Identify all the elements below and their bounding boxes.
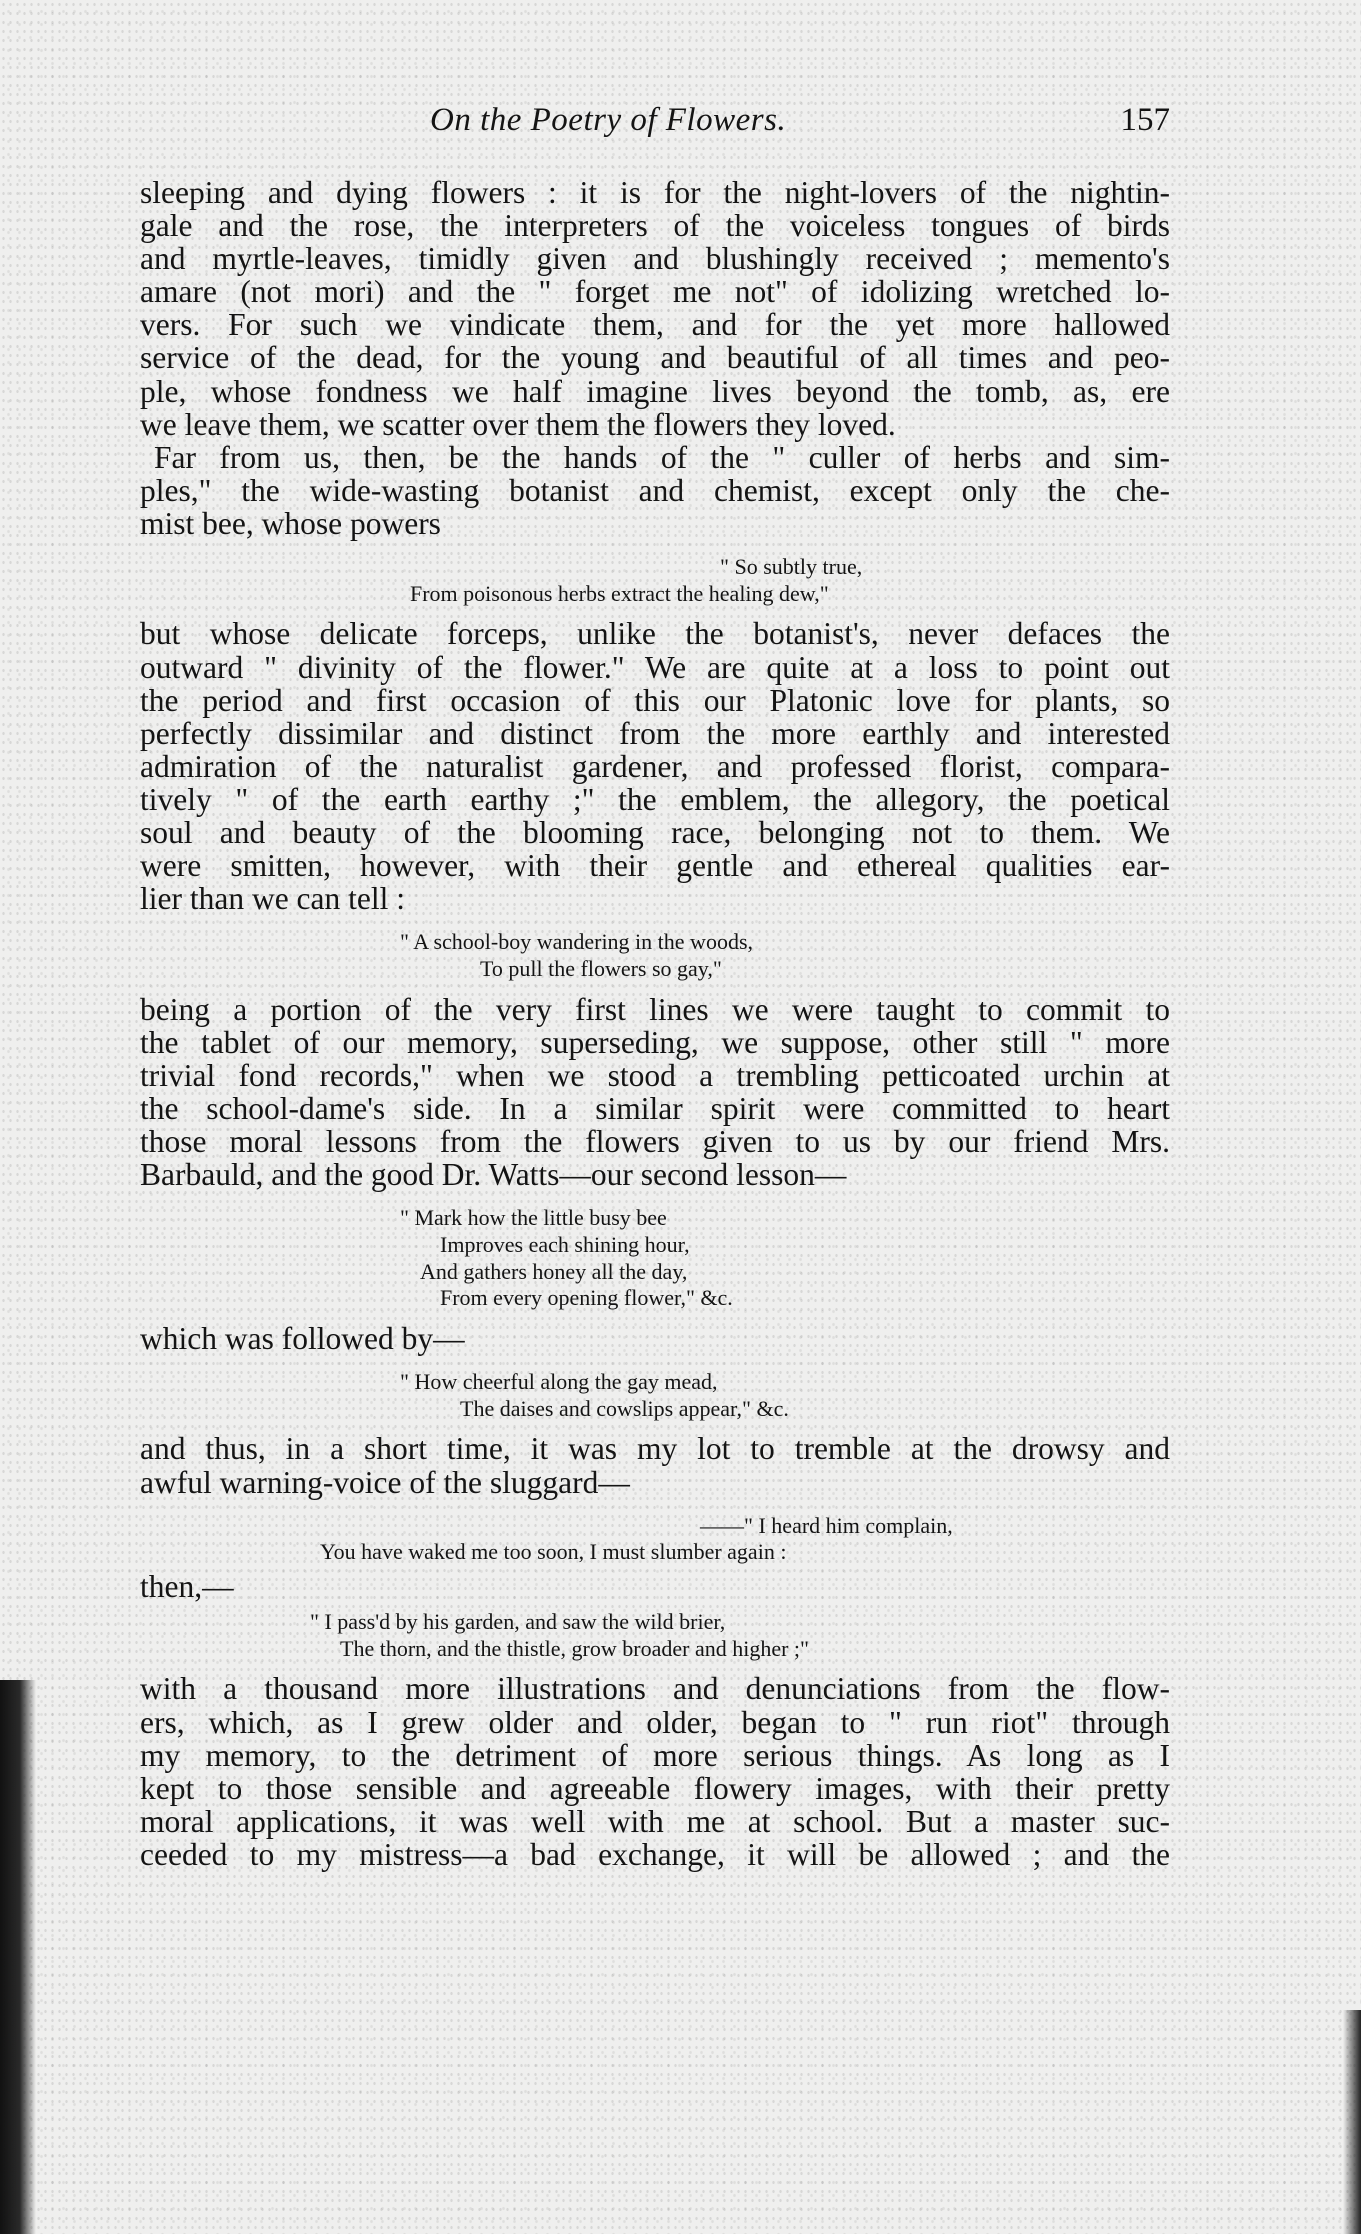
verse-line: " I pass'd by his garden, and saw the wild brier, xyxy=(310,1609,726,1635)
verse-line: The thorn, and the thistle, grow broader and higher ;" xyxy=(340,1635,810,1661)
text-line: vers. For such we vindicate them, and for the yet more hallowed xyxy=(140,307,1170,343)
text-line: awful warning-voice of the sluggard— xyxy=(140,1464,630,1500)
text-line: were smitten, however, with their gentle and ethereal qualities ear- xyxy=(140,848,1170,884)
verse-line: From poisonous herbs extract the healing dew," xyxy=(410,580,829,606)
verse-line: To pull the flowers so gay," xyxy=(480,955,722,981)
page-number: 157 xyxy=(1120,102,1170,138)
text-line: perfectly dissimilar and distinct from the more earthly and interested xyxy=(140,715,1170,751)
text-line: then,— xyxy=(140,1568,234,1604)
page-body xyxy=(140,176,1170,1871)
verse-line: From every opening flower," &c. xyxy=(440,1285,733,1311)
text-line: service of the dead, for the young and beautiful of all times and peo- xyxy=(140,340,1170,376)
text-line: with a thousand more illustrations and denunciations from the flow- xyxy=(140,1671,1170,1707)
text-line: outward " divinity of the flower." We are quite at a loss to point out xyxy=(140,649,1170,685)
text-line: gale and the rose, the interpreters of the voiceless tongues of birds xyxy=(140,208,1170,244)
verse-line: ——" I heard him complain, xyxy=(700,1512,953,1538)
scan-edge-shadow xyxy=(1343,2010,1361,2234)
text-line: but whose delicate forceps, unlike the botanist's, never defaces the xyxy=(140,616,1170,652)
running-head: On the Poetry of Flowers. xyxy=(430,102,787,138)
text-line: we leave them, we scatter over them the flowers they loved. xyxy=(140,406,896,442)
text-line: which was followed by— xyxy=(140,1320,465,1356)
text-line: and myrtle-leaves, timidly given and blushingly received ; memento's xyxy=(140,241,1170,277)
text-line: the period and first occasion of this our Platonic love for plants, so xyxy=(140,682,1170,718)
text-line: kept to those sensible and agreeable flowery images, with their pretty xyxy=(140,1770,1170,1806)
text-line: mist bee, whose powers xyxy=(140,505,441,541)
text-line: ceeded to my mistress—a bad exchange, it will be allowed ; and the xyxy=(140,1836,1170,1872)
text-line: those moral lessons from the flowers given to us by our friend Mrs. xyxy=(140,1124,1170,1159)
page-header xyxy=(140,102,1170,152)
text-line: admiration of the naturalist gardener, and professed florist, compara- xyxy=(140,748,1170,784)
text-line: lier than we can tell : xyxy=(140,881,406,917)
text-line: ers, which, as I grew older and older, began to " run riot" through xyxy=(140,1704,1170,1740)
text-line: tively " of the earth earthy ;" the emblem, the allegory, the poetical xyxy=(140,781,1170,817)
verse-line: " So subtly true, xyxy=(720,554,863,580)
text-line: being a portion of the very first lines we were taught to commit to xyxy=(140,991,1170,1027)
verse-line: And gathers honey all the day, xyxy=(420,1258,688,1284)
verse-line: " A school-boy wandering in the woods, xyxy=(400,929,753,955)
text-line: ples," the wide-wasting botanist and chemist, except only the che- xyxy=(140,472,1170,508)
text-line: Far from us, then, be the hands of the " culler of herbs and sim- xyxy=(154,439,1170,475)
text-line: the tablet of our memory, superseding, we suppose, other still " more xyxy=(140,1024,1170,1060)
scan-edge-shadow xyxy=(0,1680,36,2234)
text-line: sleeping and dying flowers : it is for the night-lovers of the nightin- xyxy=(140,175,1170,210)
text-line: soul and beauty of the blooming race, belonging not to them. We xyxy=(140,814,1170,850)
text-line: ple, whose fondness we half imagine lives beyond the tomb, as, ere xyxy=(140,373,1170,409)
text-line: and thus, in a short time, it was my lot to tremble at the drowsy and xyxy=(140,1431,1170,1467)
verse-line: The daises and cowslips appear," &c. xyxy=(460,1395,789,1421)
text-line: Barbauld, and the good Dr. Watts—our second lesson— xyxy=(140,1157,847,1193)
verse-line: " Mark how the little busy bee xyxy=(400,1205,667,1231)
text-line: moral applications, it was well with me at school. But a master suc- xyxy=(140,1803,1170,1839)
verse-line: You have waked me too soon, I must slumber again : xyxy=(320,1539,787,1565)
text-line: the school-dame's side. In a similar spirit were committed to heart xyxy=(140,1090,1170,1126)
text-line: trivial fond records," when we stood a trembling petticoated urchin at xyxy=(140,1057,1170,1093)
verse-line: Improves each shining hour, xyxy=(440,1231,690,1257)
text-line: my memory, to the detriment of more serious things. As long as I xyxy=(140,1737,1170,1773)
text-line: amare (not mori) and the " forget me not" of idolizing wretched lo- xyxy=(140,274,1170,310)
verse-line: " How cheerful along the gay mead, xyxy=(400,1369,718,1395)
